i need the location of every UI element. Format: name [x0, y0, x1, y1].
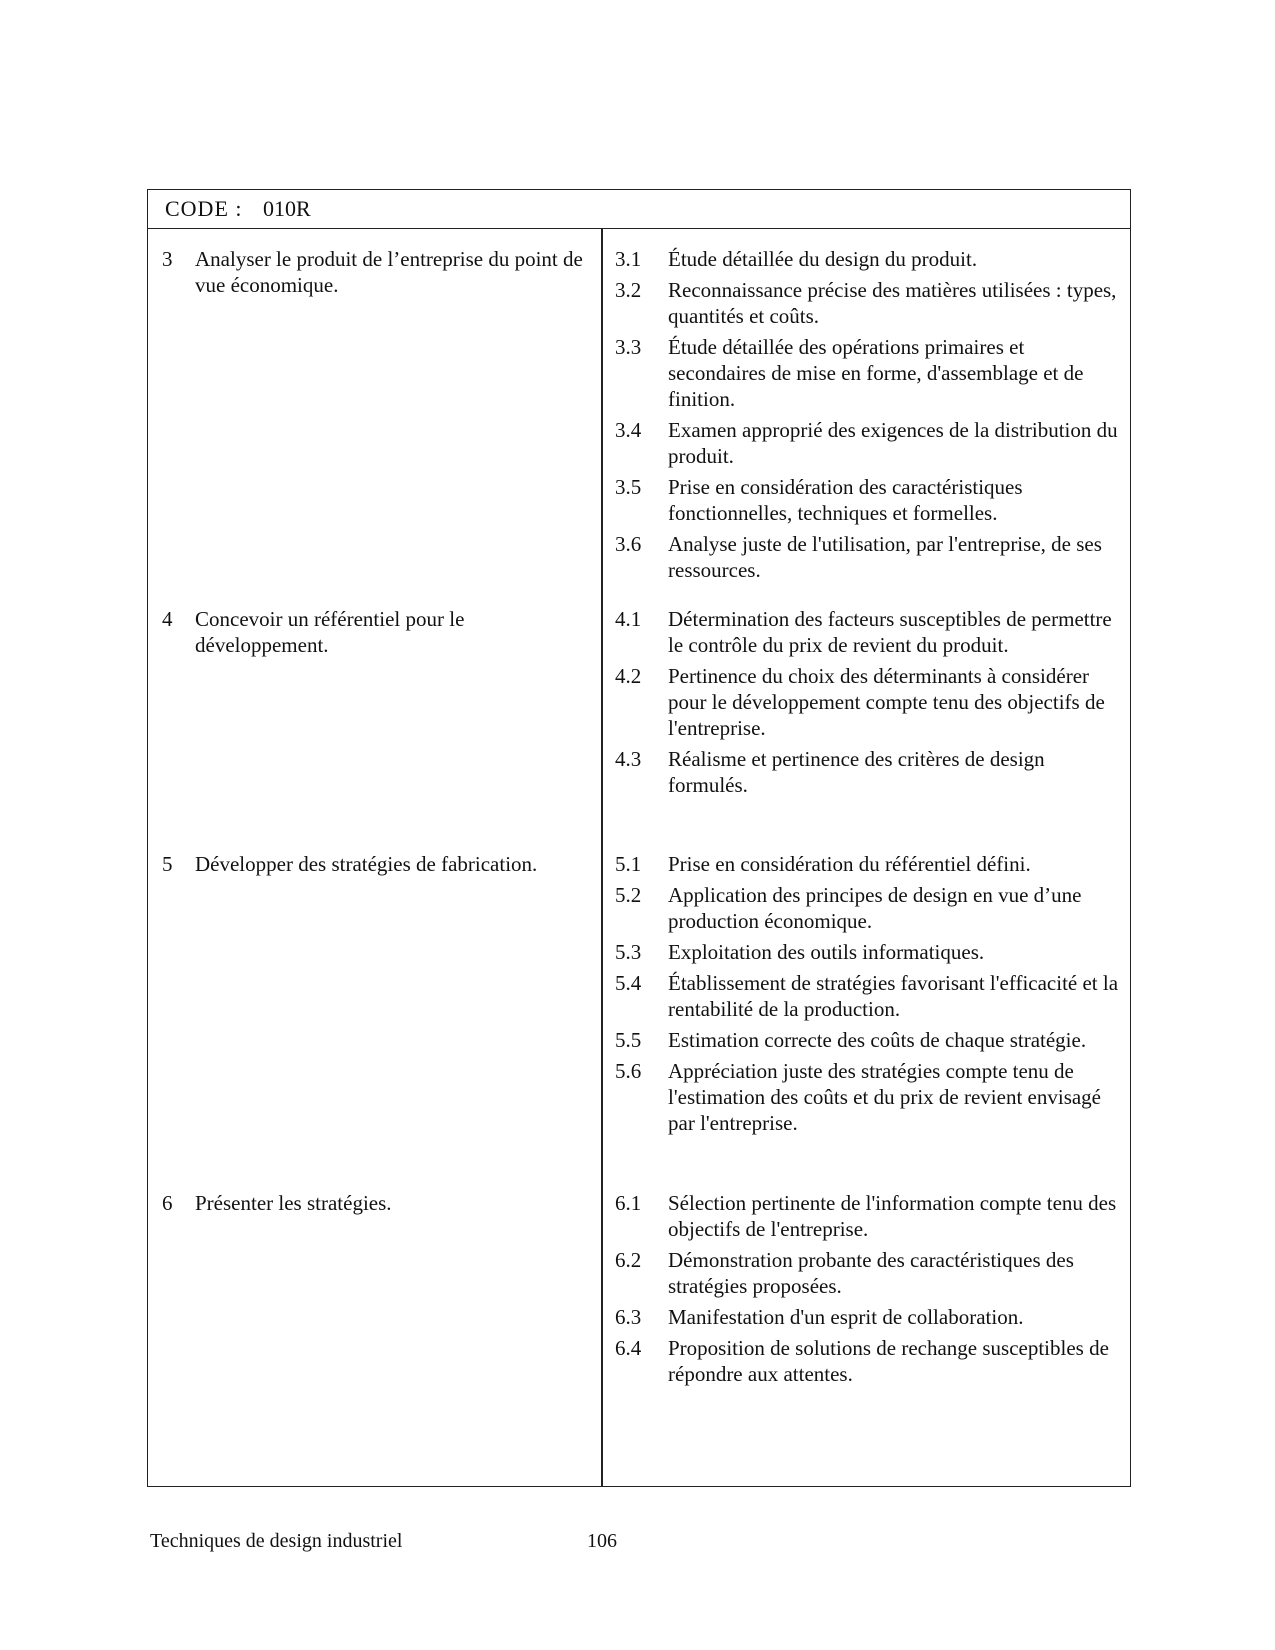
- criterion: [615, 417, 1120, 469]
- criterion-text: Reconnaissance précise des matières utilisées : types, quantités et coûts.: [668, 278, 1117, 328]
- criterion-text: Prise en considération du référentiel défini.: [668, 852, 1031, 876]
- criterion-number: 5.2: [615, 883, 642, 907]
- criterion: [615, 970, 1120, 1022]
- element-number: 6: [162, 1191, 173, 1215]
- criterion-text: Application des principes de design en vue d’une production économique.: [668, 883, 1082, 933]
- element-text: Présenter les stratégies.: [195, 1191, 392, 1215]
- criterion-text: Étude détaillée du design du produit.: [668, 247, 978, 271]
- criterion-number: 4.3: [615, 747, 642, 771]
- criteria-list: [615, 851, 1120, 1141]
- criterion: [615, 1027, 1120, 1053]
- element-number: 5: [162, 852, 173, 876]
- criterion: [615, 939, 1120, 965]
- criterion: [615, 531, 1120, 583]
- criterion-text: Sélection pertinente de l'information compte tenu des objectifs de l'entreprise.: [668, 1191, 1117, 1241]
- criterion-number: 4.1: [615, 607, 642, 631]
- criterion-number: 3.1: [615, 247, 642, 271]
- criterion-text: Appréciation juste des stratégies compte tenu de l'estimation des coûts et du prix de revient envisagé par l'entreprise.: [668, 1059, 1102, 1135]
- criterion: [615, 663, 1120, 741]
- criterion-number: 5.6: [615, 1059, 642, 1083]
- criterion: [615, 1335, 1120, 1387]
- criterion: [615, 851, 1120, 877]
- criterion: [615, 882, 1120, 934]
- code-label: CODE :: [165, 196, 243, 221]
- criterion: [615, 1304, 1120, 1330]
- criterion: [615, 606, 1120, 658]
- criterion-text: Manifestation d'un esprit de collaboration.: [668, 1305, 1024, 1329]
- criterion-text: Exploitation des outils informatiques.: [668, 940, 985, 964]
- criterion-text: Proposition de solutions de rechange susceptibles de répondre aux attentes.: [668, 1336, 1109, 1386]
- criterion-number: 6.2: [615, 1248, 642, 1272]
- criterion-number: 5.3: [615, 940, 642, 964]
- criterion-number: 3.4: [615, 418, 642, 442]
- criterion-number: 3.6: [615, 532, 642, 556]
- criterion-text: Examen approprié des exigences de la distribution du produit.: [668, 418, 1118, 468]
- criterion-text: Estimation correcte des coûts de chaque stratégie.: [668, 1028, 1087, 1052]
- page-number: 106: [587, 1530, 617, 1552]
- criterion: [615, 277, 1120, 329]
- criteria-list: [615, 246, 1120, 588]
- criterion-text: Détermination des facteurs susceptibles de permettre le contrôle du prix de revient du produit.: [668, 607, 1112, 657]
- criterion: [615, 334, 1120, 412]
- criterion-text: Analyse juste de l'utilisation, par l'entreprise, de ses ressources.: [668, 532, 1102, 582]
- criterion-text: Réalisme et pertinence des critères de design formulés.: [668, 747, 1045, 797]
- criterion-number: 3.3: [615, 335, 642, 359]
- criteria-list: [615, 1190, 1120, 1392]
- criterion-number: 6.4: [615, 1336, 642, 1360]
- code-header: [148, 190, 1130, 229]
- criterion-number: 6.1: [615, 1191, 642, 1215]
- criterion: [615, 1247, 1120, 1299]
- criterion-number: 6.3: [615, 1305, 642, 1329]
- footer-program-title: Techniques de design industriel: [150, 1530, 403, 1552]
- criterion-text: Prise en considération des caractéristiques fonctionnelles, techniques et formelles.: [668, 475, 1023, 525]
- column-divider: [601, 228, 603, 1486]
- element-number: 4: [162, 607, 173, 631]
- criterion-number: 3.5: [615, 475, 642, 499]
- element-text: Développer des stratégies de fabrication.: [195, 852, 538, 876]
- criterion-text: Pertinence du choix des déterminants à considérer pour le développement compte tenu des objectifs de l'entreprise.: [668, 664, 1105, 740]
- element-number: 3: [162, 247, 173, 271]
- criterion: [615, 1058, 1120, 1136]
- criterion: [615, 1190, 1120, 1242]
- criteria-list: [615, 606, 1120, 803]
- criterion-number: 5.1: [615, 852, 642, 876]
- criterion-text: Démonstration probante des caractéristiques des stratégies proposées.: [668, 1248, 1074, 1298]
- criterion-text: Étude détaillée des opérations primaires et secondaires de mise en forme, d'assemblage et de finition.: [668, 335, 1084, 411]
- element-text: Concevoir un référentiel pour le développement.: [195, 607, 465, 657]
- criterion-number: 5.5: [615, 1028, 642, 1052]
- criterion-text: Établissement de stratégies favorisant l'efficacité et la rentabilité de la production.: [668, 971, 1119, 1021]
- code-value: 010R: [263, 196, 311, 221]
- criterion-number: 4.2: [615, 664, 642, 688]
- criterion: [615, 474, 1120, 526]
- criterion-number: 3.2: [615, 278, 642, 302]
- criterion: [615, 246, 1120, 272]
- competency-table: [147, 189, 1131, 1487]
- criterion: [615, 746, 1120, 798]
- criterion-number: 5.4: [615, 971, 642, 995]
- element-text: Analyser le produit de l’entreprise du point de vue économique.: [195, 247, 583, 297]
